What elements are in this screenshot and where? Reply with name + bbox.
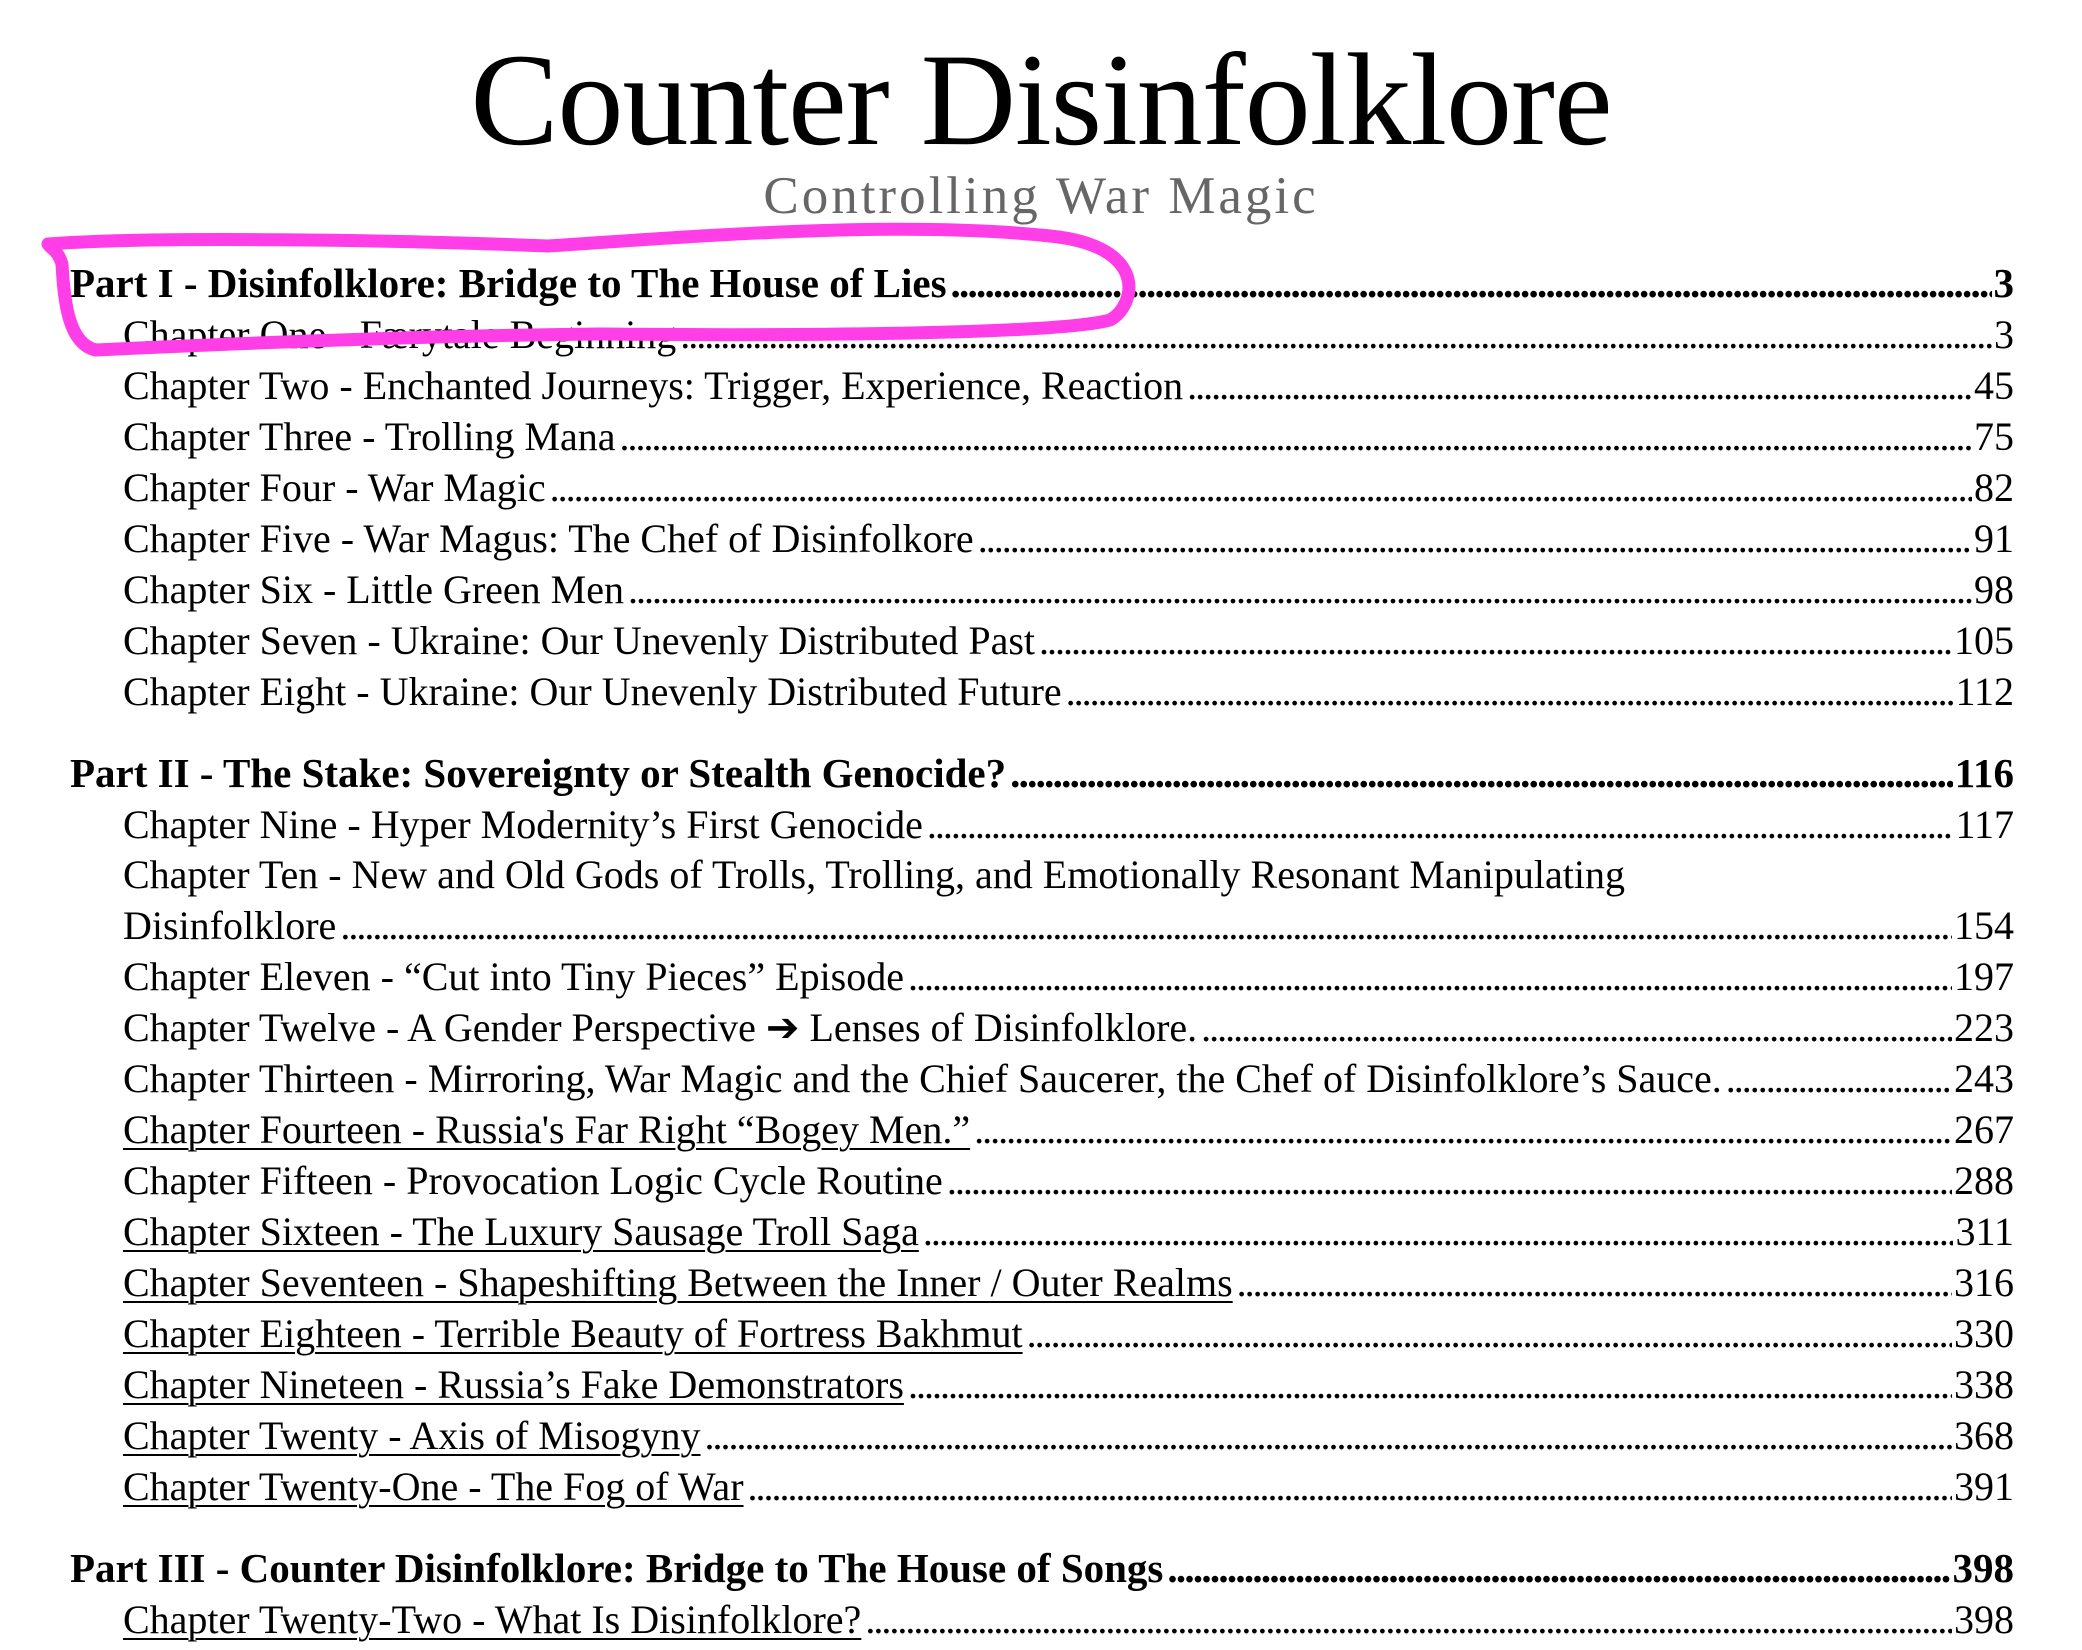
toc-page-number: 398 bbox=[1954, 1597, 2014, 1642]
dot-leader bbox=[1039, 615, 1952, 666]
dot-leader bbox=[978, 513, 1972, 564]
toc-chapter-row[interactable] bbox=[70, 360, 2014, 411]
toc-page-number: 223 bbox=[1954, 1005, 2014, 1050]
dot-leader bbox=[550, 462, 1972, 513]
toc-chapter-row[interactable] bbox=[70, 850, 2014, 900]
toc-chapter-row[interactable] bbox=[70, 1461, 2014, 1512]
toc-chapter-row[interactable] bbox=[70, 1257, 2014, 1308]
dot-leader bbox=[908, 1359, 1952, 1410]
toc-page-number: 243 bbox=[1954, 1056, 2014, 1101]
toc-page-number: 398 bbox=[1952, 1545, 2014, 1591]
dot-leader bbox=[628, 564, 1972, 615]
toc-page-number: 338 bbox=[1954, 1362, 2014, 1407]
toc-page-number: 116 bbox=[1954, 750, 2014, 796]
toc-chapter-row[interactable] bbox=[70, 1410, 2014, 1461]
toc-chapter-row[interactable] bbox=[70, 411, 2014, 462]
document-subtitle: Controlling War Magic bbox=[763, 167, 1319, 225]
toc-chapter-row[interactable] bbox=[70, 666, 2014, 717]
dot-leader bbox=[1066, 666, 1954, 717]
toc-part-heading[interactable] bbox=[70, 1542, 2014, 1594]
dot-leader bbox=[1187, 360, 1972, 411]
toc-entry-label: Chapter Nineteen - Russia’s Fake Demonstrators bbox=[123, 1362, 904, 1407]
dot-leader bbox=[865, 1594, 1952, 1645]
toc-page-number: 316 bbox=[1954, 1260, 2014, 1305]
toc-page-number: 117 bbox=[1955, 802, 2014, 847]
dot-leader bbox=[951, 257, 1992, 309]
toc-entry-label: Chapter Three - Trolling Mana bbox=[123, 414, 616, 459]
toc-page-number: 98 bbox=[1974, 567, 2014, 612]
dot-leader bbox=[1237, 1257, 1952, 1308]
dot-leader bbox=[620, 411, 1972, 462]
dot-leader bbox=[1010, 747, 1953, 799]
toc-entry-label: Chapter Eighteen - Terrible Beauty of Fortress Bakhmut bbox=[123, 1311, 1023, 1356]
toc-entry-label: Disinfolklore bbox=[123, 903, 337, 948]
toc-chapter-row[interactable] bbox=[70, 1104, 2014, 1155]
dot-leader bbox=[1027, 1308, 1952, 1359]
table-of-contents bbox=[70, 257, 2014, 1645]
toc-chapter-row-continued[interactable] bbox=[70, 900, 2014, 951]
toc-entry-label: Part I - Disinfolklore: Bridge to The House of Lies bbox=[70, 260, 947, 306]
toc-chapter-row[interactable] bbox=[70, 564, 2014, 615]
toc-entry-label: Part II - The Stake: Sovereignty or Stealth Genocide? bbox=[70, 750, 1007, 796]
toc-entry-label: Chapter Twenty - Axis of Misogyny bbox=[123, 1413, 701, 1458]
toc-page-number: 105 bbox=[1954, 618, 2014, 663]
toc-entry-label: Chapter Fourteen - Russia's Far Right “Bogey Men.” bbox=[123, 1107, 971, 1152]
toc-entry-label: Chapter Ten - New and Old Gods of Trolls, Trolling, and Emotionally Resonant Manipulating bbox=[123, 852, 1625, 897]
toc-page-number: 3 bbox=[1994, 312, 2014, 357]
toc-chapter-row[interactable] bbox=[70, 1359, 2014, 1410]
toc-page-number: 112 bbox=[1955, 669, 2014, 714]
dot-leader bbox=[923, 1206, 1954, 1257]
toc-entry-label: Chapter One - Færytale Beginning bbox=[123, 312, 677, 357]
toc-page-number: 197 bbox=[1954, 954, 2014, 999]
toc-entry-label: Chapter Four - War Magic bbox=[123, 465, 546, 510]
dot-leader bbox=[947, 1155, 1952, 1206]
dot-leader bbox=[974, 1104, 1952, 1155]
toc-chapter-row[interactable] bbox=[70, 1155, 2014, 1206]
toc-chapter-row[interactable] bbox=[70, 462, 2014, 513]
toc-entry-label: Chapter Eleven - “Cut into Tiny Pieces” Episode bbox=[123, 954, 904, 999]
toc-chapter-row[interactable] bbox=[70, 615, 2014, 666]
toc-page-number: 311 bbox=[1955, 1209, 2014, 1254]
toc-page-number: 3 bbox=[1993, 260, 2014, 306]
toc-entry-label: Chapter Two - Enchanted Journeys: Trigger, Experience, Reaction bbox=[123, 363, 1184, 408]
toc-chapter-row[interactable] bbox=[70, 309, 2014, 360]
dot-leader bbox=[340, 900, 1952, 951]
toc-entry-label: Chapter Thirteen - Mirroring, War Magic and the Chief Saucerer, the Chef of Disinfolklore’s Sauce. bbox=[123, 1056, 1722, 1101]
toc-page-number: 82 bbox=[1974, 465, 2014, 510]
dot-leader bbox=[680, 309, 1992, 360]
toc-entry-label: Chapter Seven - Ukraine: Our Unevenly Distributed Past bbox=[123, 618, 1036, 663]
toc-page-number: 45 bbox=[1974, 363, 2014, 408]
toc-page-number: 91 bbox=[1974, 516, 2014, 561]
toc-page-number: 154 bbox=[1954, 903, 2014, 948]
toc-chapter-row[interactable] bbox=[70, 1594, 2014, 1645]
dot-leader bbox=[927, 799, 1954, 850]
toc-page-number: 288 bbox=[1954, 1158, 2014, 1203]
toc-entry-label: Chapter Sixteen - The Luxury Sausage Troll Saga bbox=[123, 1209, 919, 1254]
dot-leader bbox=[748, 1461, 1952, 1512]
toc-page-number: 75 bbox=[1974, 414, 2014, 459]
toc-page-number: 368 bbox=[1954, 1413, 2014, 1458]
toc-page-number: 330 bbox=[1954, 1311, 2014, 1356]
dot-leader bbox=[1167, 1542, 1950, 1594]
toc-entry-label: Chapter Five - War Magus: The Chef of Disinfolkore bbox=[123, 516, 974, 561]
toc-entry-label: Chapter Twelve - A Gender Perspective ➔ Lenses of Disinfolklore. bbox=[123, 1005, 1198, 1050]
toc-chapter-row[interactable] bbox=[70, 1206, 2014, 1257]
dot-leader bbox=[705, 1410, 1952, 1461]
toc-chapter-row[interactable] bbox=[70, 951, 2014, 1002]
toc-entry-label: Chapter Eight - Ukraine: Our Unevenly Distributed Future bbox=[123, 669, 1062, 714]
toc-part-heading[interactable] bbox=[70, 257, 2014, 309]
toc-entry-label: Part III - Counter Disinfolklore: Bridge to The House of Songs bbox=[70, 1545, 1164, 1591]
document-title: Counter Disinfolklore bbox=[470, 26, 1612, 173]
dot-leader bbox=[908, 951, 1952, 1002]
toc-entry-label: Chapter Fifteen - Provocation Logic Cycle Routine bbox=[123, 1158, 943, 1203]
toc-chapter-row[interactable] bbox=[70, 513, 2014, 564]
dot-leader bbox=[1201, 1002, 1952, 1053]
toc-part-heading[interactable] bbox=[70, 747, 2014, 799]
toc-page-number: 267 bbox=[1954, 1107, 2014, 1152]
toc-entry-label: Chapter Six - Little Green Men bbox=[123, 567, 624, 612]
toc-chapter-row[interactable] bbox=[70, 1308, 2014, 1359]
dot-leader bbox=[1726, 1053, 1952, 1104]
toc-entry-label: Chapter Twenty-One - The Fog of War bbox=[123, 1464, 744, 1509]
toc-chapter-row[interactable] bbox=[70, 1053, 2014, 1104]
toc-entry-label: Chapter Twenty-Two - What Is Disinfolklore? bbox=[123, 1597, 862, 1642]
toc-entry-label: Chapter Seventeen - Shapeshifting Between the Inner / Outer Realms bbox=[123, 1260, 1233, 1305]
toc-chapter-row[interactable] bbox=[70, 1002, 2014, 1053]
toc-chapter-row[interactable] bbox=[70, 799, 2014, 850]
toc-page-number: 391 bbox=[1954, 1464, 2014, 1509]
toc-entry-label: Chapter Nine - Hyper Modernity’s First Genocide bbox=[123, 802, 923, 847]
